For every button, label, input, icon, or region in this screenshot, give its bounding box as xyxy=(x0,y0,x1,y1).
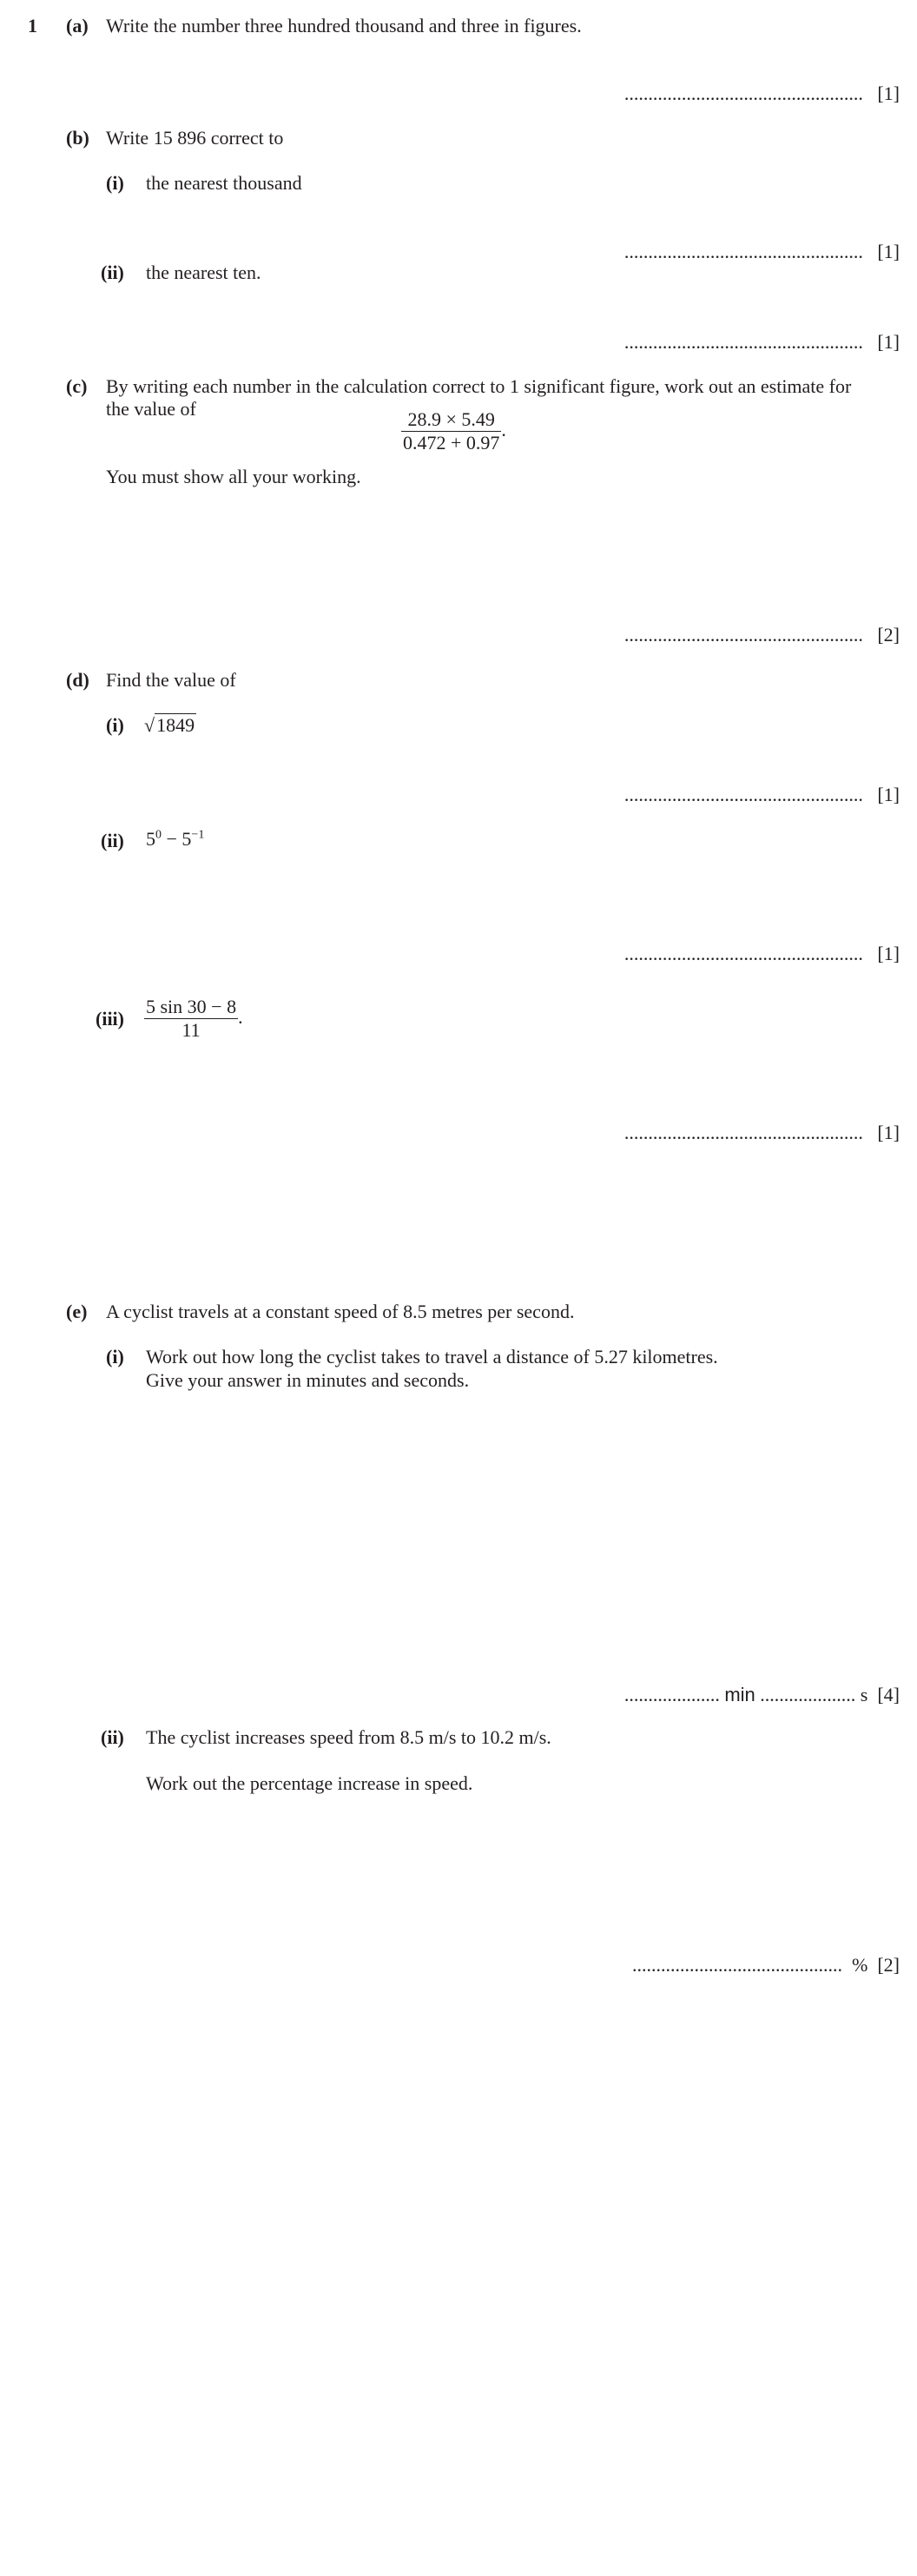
part-e-ii-mark: [2] xyxy=(877,1954,900,1976)
part-a-answer-line[interactable] xyxy=(624,83,900,105)
part-e-i-label: (i) xyxy=(106,1346,124,1367)
part-b-ii-answer-line[interactable] xyxy=(624,331,900,354)
minus-sign: − xyxy=(162,828,182,850)
answer-dots: .................................................. xyxy=(623,943,863,964)
seconds-dots: .................... xyxy=(760,1684,856,1705)
part-a-label: (a) xyxy=(66,15,89,36)
part-b-i-answer-line[interactable] xyxy=(624,241,900,263)
part-c-denominator: 0.472 + 0.97 xyxy=(403,432,500,454)
part-a-text: Write the number three hundred thousand and three in figures. xyxy=(106,15,582,36)
part-c-mark: [2] xyxy=(877,624,900,646)
part-e-i-line1: Work out how long the cyclist takes to travel a distance of 5.27 kilometres. xyxy=(146,1346,718,1367)
percent-unit: % xyxy=(852,1954,868,1976)
part-d-text: Find the value of xyxy=(106,669,236,691)
part-e-label: (e) xyxy=(66,1301,88,1322)
answer-dots: .................................................. xyxy=(623,1122,863,1143)
part-d-i-radicand: 1849 xyxy=(156,714,195,736)
part-d-iii-answer-line[interactable] xyxy=(624,1122,900,1144)
answer-dots: .................................................. xyxy=(623,241,863,262)
part-d-i-expression xyxy=(144,714,196,737)
part-d-iii-denominator: 11 xyxy=(181,1019,201,1042)
answer-dots: ............................................ xyxy=(632,1954,843,1976)
answer-dots: .................................................. xyxy=(623,331,863,353)
base: 5 xyxy=(181,828,192,850)
part-e-ii-line1: The cyclist increases speed from 8.5 m/s to 10.2 m/s. xyxy=(146,1726,551,1748)
exponent: −1 xyxy=(191,828,205,842)
part-d-iii-fraction xyxy=(144,996,243,1043)
part-b-i-label: (i) xyxy=(106,172,124,194)
part-e-i-answer-line[interactable] xyxy=(624,1684,900,1706)
part-d-ii-answer-line[interactable] xyxy=(624,943,900,965)
part-b-text: Write 15 896 correct to xyxy=(106,127,284,149)
part-c-numerator: 28.9 × 5.49 xyxy=(401,408,501,432)
part-b-ii-text: the nearest ten. xyxy=(146,262,261,283)
minutes-dots: .................... xyxy=(623,1684,720,1705)
part-e-ii-line2: Work out the percentage increase in speed. xyxy=(146,1772,473,1794)
part-c-full-stop: . xyxy=(501,418,506,440)
part-d-iii-mark: [1] xyxy=(877,1122,900,1143)
part-d-ii-expression xyxy=(146,828,204,851)
part-e-text: A cyclist travels at a constant speed of 8.5 metres per second. xyxy=(106,1301,575,1322)
part-d-ii-label: (ii) xyxy=(101,830,124,851)
part-c-fraction xyxy=(401,408,506,455)
part-d-i-label: (i) xyxy=(106,714,124,736)
question-number: 1 xyxy=(28,15,37,36)
exponent: 0 xyxy=(155,828,162,842)
part-b-ii-label: (ii) xyxy=(101,262,124,283)
answer-dots: .................................................. xyxy=(623,624,863,646)
part-b-ii-mark: [1] xyxy=(877,331,900,353)
part-d-label: (d) xyxy=(66,669,89,691)
part-d-iii-full-stop: . xyxy=(238,1005,243,1028)
answer-dots: .................................................. xyxy=(623,83,863,104)
part-e-i-line2: Give your answer in minutes and seconds. xyxy=(146,1369,470,1391)
part-c-line2: the value of xyxy=(106,398,196,420)
part-d-iii-numerator: 5 sin 30 − 8 xyxy=(144,996,238,1019)
part-c-label: (c) xyxy=(66,375,88,397)
part-d-ii-mark: [1] xyxy=(877,943,900,964)
part-d-i-mark: [1] xyxy=(877,784,900,805)
part-b-i-text: the nearest thousand xyxy=(146,172,302,194)
part-c-answer-line[interactable] xyxy=(624,624,900,646)
part-b-label: (b) xyxy=(66,127,89,149)
part-d-i-answer-line[interactable] xyxy=(624,784,900,806)
seconds-unit: s xyxy=(860,1684,868,1705)
square-root-icon: √ xyxy=(144,714,155,736)
part-c-line1: By writing each number in the calculation correct to 1 significant figure, work out an estimate for xyxy=(106,375,852,397)
part-e-ii-answer-line[interactable] xyxy=(632,1954,900,1977)
base: 5 xyxy=(146,828,155,850)
part-b-i-mark: [1] xyxy=(877,241,900,262)
part-e-i-mark: [4] xyxy=(877,1684,900,1705)
minutes-unit: min xyxy=(724,1684,755,1705)
answer-dots: .................................................. xyxy=(623,784,863,805)
part-c-note: You must show all your working. xyxy=(106,466,361,487)
part-a-mark: [1] xyxy=(877,83,900,104)
part-d-iii-label: (iii) xyxy=(96,1008,124,1030)
part-e-ii-label: (ii) xyxy=(101,1726,124,1748)
